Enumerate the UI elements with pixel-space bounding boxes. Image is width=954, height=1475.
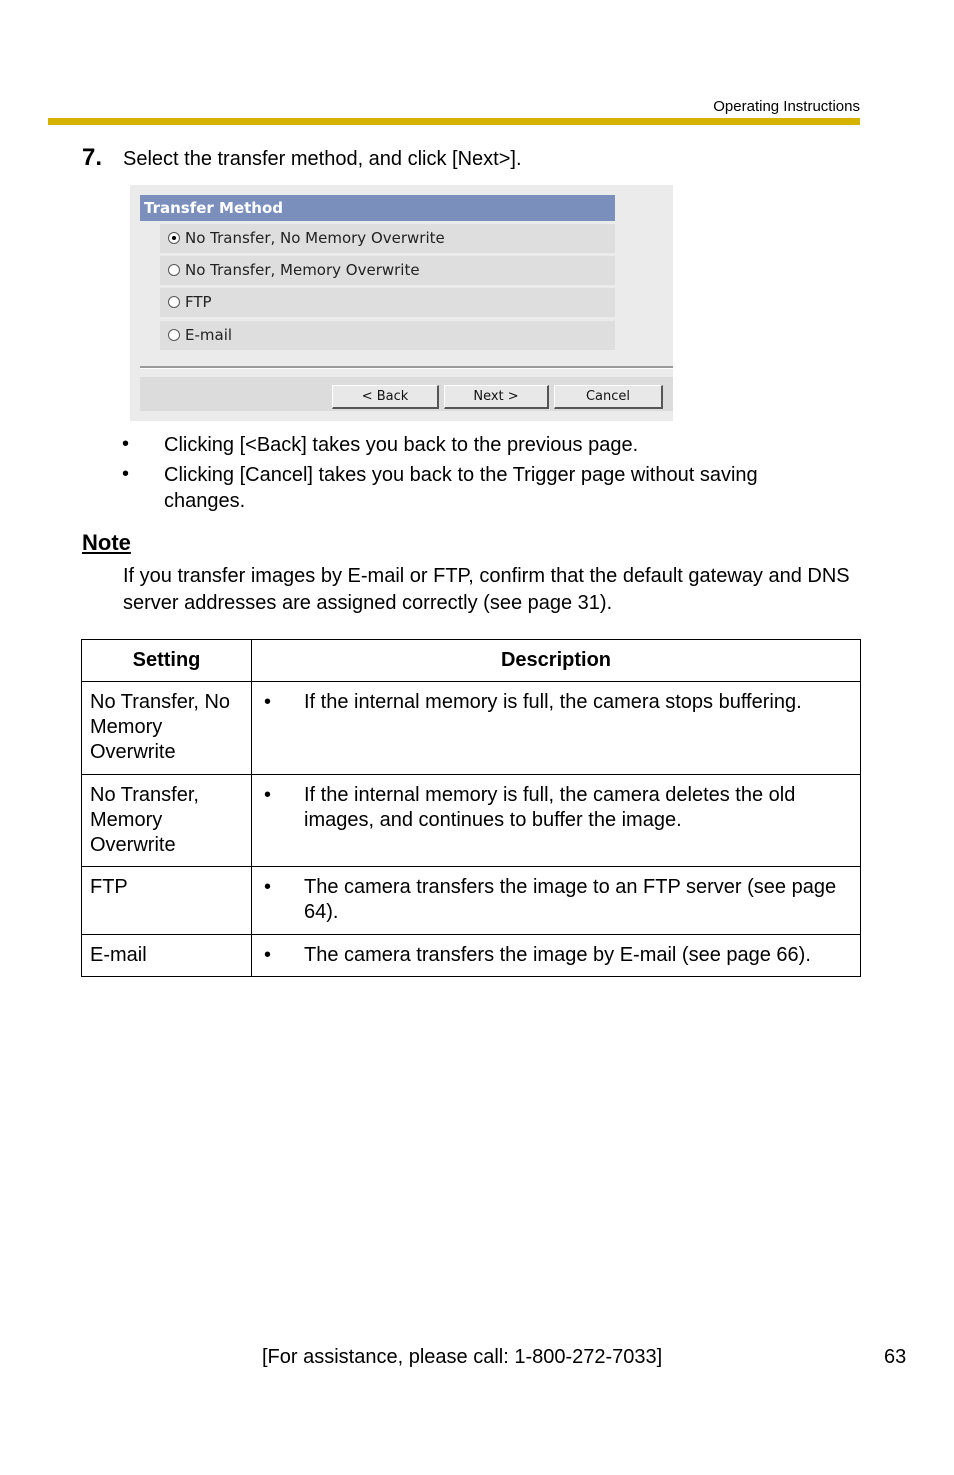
option-no-transfer-overwrite[interactable] — [160, 256, 615, 285]
table-header-row — [82, 640, 861, 682]
cancel-button[interactable]: Cancel — [554, 385, 663, 409]
bullet-marker: • — [264, 784, 272, 806]
bullet-text-cancel: Clicking [Cancel] takes you back to the Trigger page without saving changes. — [164, 464, 758, 512]
setting-cell: E-mail — [82, 935, 252, 977]
table-row — [82, 867, 861, 935]
header-description: Description — [252, 640, 861, 682]
settings-table — [81, 639, 861, 977]
header-setting: Setting — [82, 640, 252, 682]
note-body: If you transfer images by E-mail or FTP, confirm that the default gateway and DNS server addresses are assigned correctly (see page 31). — [123, 565, 850, 614]
note-title: Note — [82, 530, 131, 555]
bullet-text-back: Clicking [<Back] takes you back to the previous page. — [164, 434, 639, 456]
table-row — [82, 682, 861, 775]
step-number: 7. — [82, 144, 103, 171]
table-row — [82, 935, 861, 977]
footer-assistance: [For assistance, please call: 1-800-272-7033] — [262, 1346, 663, 1368]
description-cell — [252, 867, 861, 935]
setting-cell: FTP — [82, 867, 252, 935]
radio-selected-icon[interactable] — [168, 232, 180, 244]
option-label: E-mail — [185, 326, 233, 344]
description-cell — [252, 775, 861, 867]
page-number: 63 — [884, 1346, 907, 1368]
header-title: Operating Instructions — [713, 98, 860, 115]
description-cell — [252, 935, 861, 977]
description-text: If the internal memory is full, the camera deletes the old images, and continues to buffer the image. — [304, 784, 796, 831]
description-text: If the internal memory is full, the camera stops buffering. — [304, 691, 802, 713]
setting-cell: No Transfer, Memory Overwrite — [82, 775, 252, 867]
bullet-marker: • — [122, 433, 130, 455]
header-rule — [48, 118, 860, 125]
description-text: The camera transfers the image to an FTP server (see page 64). — [304, 876, 837, 923]
setting-cell: No Transfer, No Memory Overwrite — [82, 682, 252, 775]
radio-icon[interactable] — [168, 264, 180, 276]
radio-icon[interactable] — [168, 329, 180, 341]
back-button[interactable]: < Back — [332, 385, 439, 409]
bullet-marker: • — [264, 876, 272, 898]
option-label: No Transfer, No Memory Overwrite — [185, 229, 445, 247]
bullet-marker: • — [264, 944, 272, 966]
option-label: FTP — [185, 293, 212, 311]
panel-separator — [140, 366, 673, 369]
option-no-transfer-no-overwrite[interactable] — [160, 224, 615, 253]
bullet-marker: • — [122, 463, 130, 485]
option-ftp[interactable] — [160, 288, 615, 317]
description-text: The camera transfers the image by E-mail (see page 66). — [304, 944, 811, 966]
radio-icon[interactable] — [168, 296, 180, 308]
next-button[interactable]: Next > — [444, 385, 549, 409]
table-row — [82, 775, 861, 867]
option-label: No Transfer, Memory Overwrite — [185, 261, 420, 279]
step-instruction: Select the transfer method, and click [Next>]. — [123, 148, 522, 170]
description-cell — [252, 682, 861, 775]
option-email[interactable] — [160, 321, 615, 350]
panel-title: Transfer Method — [140, 195, 615, 221]
bullet-marker: • — [264, 691, 272, 713]
transfer-method-panel — [130, 185, 673, 421]
